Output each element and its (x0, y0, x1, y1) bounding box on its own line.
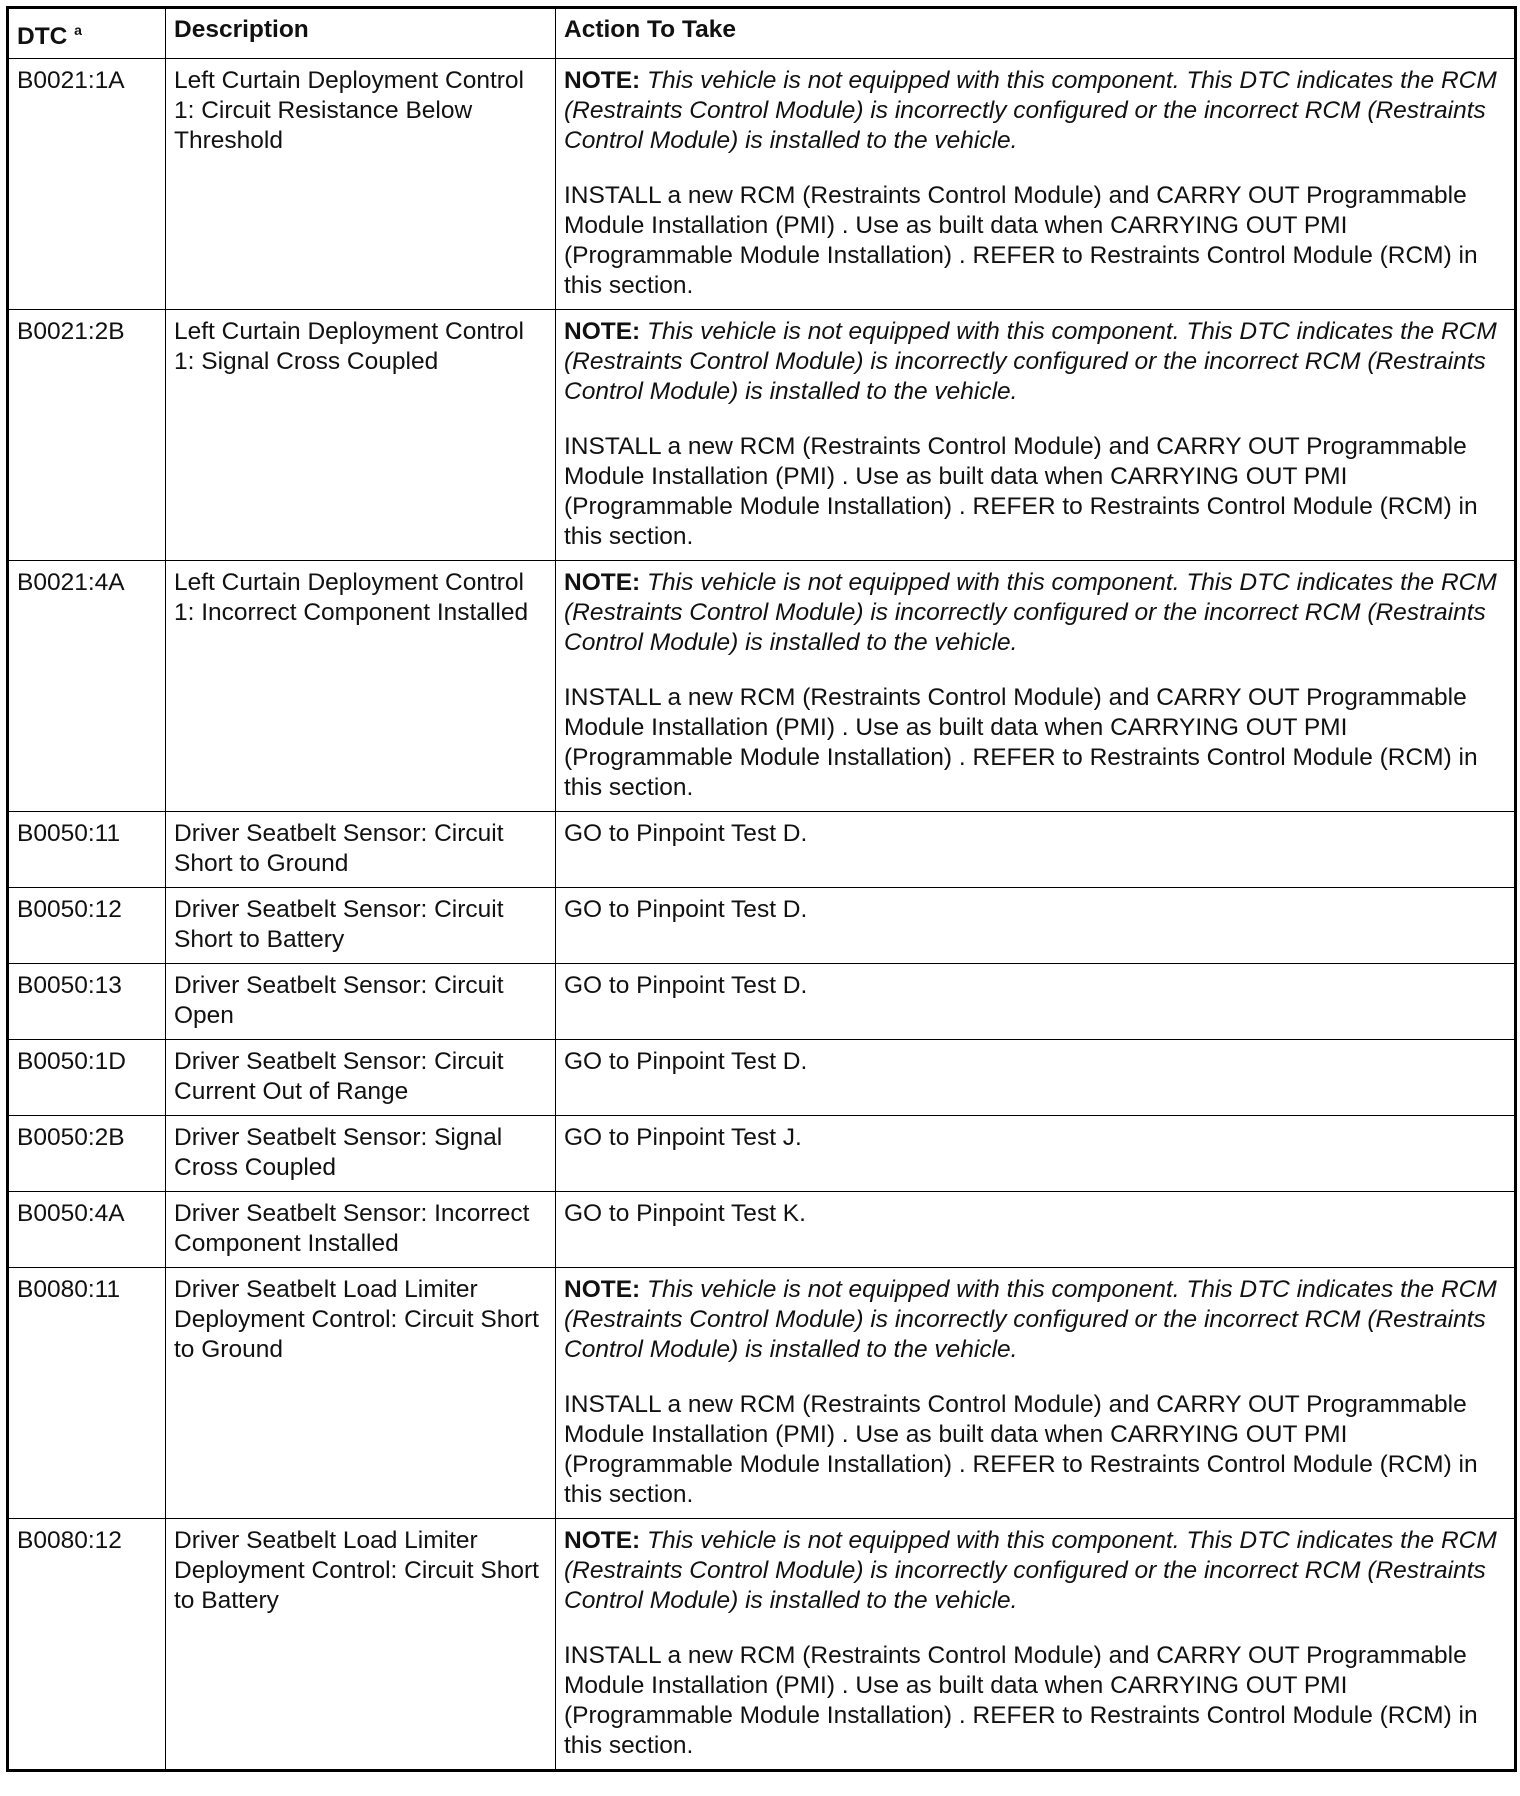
action-cell (556, 1268, 1516, 1519)
note-text: This vehicle is not equipped with this component. This DTC indicates the RCM (Restraints Control Module) is incorrectly configured or the incorrect RCM (Restraints Control Module) is installed to the vehicle. (564, 1527, 1497, 1614)
header-description: Description (166, 8, 556, 59)
action-text: INSTALL a new RCM (Restraints Control Module) and CARRY OUT Programmable Module Installation (PMI) . Use as built data when CARRYING OUT PMI (Programmable Module Installation) . REFER to Restraints Control Module (RCM) in this section. (564, 684, 1478, 801)
note-text: This vehicle is not equipped with this component. This DTC indicates the RCM (Restraints Control Module) is incorrectly configured or the incorrect RCM (Restraints Control Module) is installed to the vehicle. (564, 569, 1497, 656)
note-text: This vehicle is not equipped with this component. This DTC indicates the RCM (Restraints Control Module) is incorrectly configured or the incorrect RCM (Restraints Control Module) is installed to the vehicle. (564, 318, 1497, 405)
dtc-code: B0021:1A (8, 59, 166, 310)
note-paragraph (564, 568, 1507, 658)
action-text: GO to Pinpoint Test D. (556, 964, 1516, 1040)
dtc-code: B0050:1D (8, 1040, 166, 1116)
dtc-description: Left Curtain Deployment Control 1: Signal Cross Coupled (166, 310, 556, 561)
dtc-code: B0050:4A (8, 1192, 166, 1268)
dtc-code: B0021:4A (8, 561, 166, 812)
dtc-description: Left Curtain Deployment Control 1: Circuit Resistance Below Threshold (166, 59, 556, 310)
dtc-code: B0080:11 (8, 1268, 166, 1519)
table-row (8, 888, 1516, 964)
note-paragraph (564, 1275, 1507, 1365)
dtc-description: Driver Seatbelt Sensor: Circuit Short to Battery (166, 888, 556, 964)
table-header-row (8, 8, 1516, 59)
dtc-code: B0050:12 (8, 888, 166, 964)
dtc-description: Driver Seatbelt Load Limiter Deployment Control: Circuit Short to Ground (166, 1268, 556, 1519)
dtc-code: B0021:2B (8, 310, 166, 561)
table-row (8, 1116, 1516, 1192)
action-text: INSTALL a new RCM (Restraints Control Module) and CARRY OUT Programmable Module Installation (PMI) . Use as built data when CARRYING OUT PMI (Programmable Module Installation) . REFER to Restraints Control Module (RCM) in this section. (564, 433, 1478, 550)
note-label: NOTE: (564, 569, 641, 596)
action-text: GO to Pinpoint Test D. (556, 812, 1516, 888)
dtc-code: B0080:12 (8, 1519, 166, 1771)
table-row (8, 310, 1516, 561)
table-row (8, 1192, 1516, 1268)
table-row (8, 964, 1516, 1040)
dtc-table (6, 6, 1517, 1772)
note-label: NOTE: (564, 1276, 641, 1303)
action-text: GO to Pinpoint Test D. (556, 888, 1516, 964)
note-text: This vehicle is not equipped with this component. This DTC indicates the RCM (Restraints Control Module) is incorrectly configured or the incorrect RCM (Restraints Control Module) is installed to the vehicle. (564, 67, 1497, 154)
action-cell (556, 59, 1516, 310)
dtc-description: Driver Seatbelt Sensor: Signal Cross Coupled (166, 1116, 556, 1192)
note-label: NOTE: (564, 318, 641, 345)
action-text: GO to Pinpoint Test J. (556, 1116, 1516, 1192)
action-cell (556, 561, 1516, 812)
table-row (8, 812, 1516, 888)
note-label: NOTE: (564, 1527, 641, 1554)
action-text: INSTALL a new RCM (Restraints Control Module) and CARRY OUT Programmable Module Installation (PMI) . Use as built data when CARRYING OUT PMI (Programmable Module Installation) . REFER to Restraints Control Module (RCM) in this section. (564, 1391, 1478, 1508)
table-row (8, 1268, 1516, 1519)
table-row (8, 1040, 1516, 1116)
header-dtc (8, 8, 166, 59)
action-text: INSTALL a new RCM (Restraints Control Module) and CARRY OUT Programmable Module Installation (PMI) . Use as built data when CARRYING OUT PMI (Programmable Module Installation) . REFER to Restraints Control Module (RCM) in this section. (564, 1642, 1478, 1759)
action-cell (556, 1519, 1516, 1771)
dtc-description: Driver Seatbelt Sensor: Incorrect Component Installed (166, 1192, 556, 1268)
header-action: Action To Take (556, 8, 1516, 59)
dtc-description: Driver Seatbelt Load Limiter Deployment Control: Circuit Short to Battery (166, 1519, 556, 1771)
dtc-code: B0050:2B (8, 1116, 166, 1192)
note-paragraph (564, 317, 1507, 407)
note-text: This vehicle is not equipped with this component. This DTC indicates the RCM (Restraints Control Module) is incorrectly configured or the incorrect RCM (Restraints Control Module) is installed to the vehicle. (564, 1276, 1497, 1363)
note-paragraph (564, 66, 1507, 156)
dtc-description: Driver Seatbelt Sensor: Circuit Open (166, 964, 556, 1040)
table-row (8, 1519, 1516, 1771)
dtc-description: Left Curtain Deployment Control 1: Incorrect Component Installed (166, 561, 556, 812)
table-row (8, 59, 1516, 310)
note-label: NOTE: (564, 67, 641, 94)
action-cell (556, 310, 1516, 561)
action-text: GO to Pinpoint Test K. (556, 1192, 1516, 1268)
action-text: GO to Pinpoint Test D. (556, 1040, 1516, 1116)
note-paragraph (564, 1526, 1507, 1616)
dtc-code: B0050:11 (8, 812, 166, 888)
dtc-description: Driver Seatbelt Sensor: Circuit Short to Ground (166, 812, 556, 888)
header-dtc-footnote-marker: a (74, 22, 82, 38)
table-row (8, 561, 1516, 812)
dtc-description: Driver Seatbelt Sensor: Circuit Current Out of Range (166, 1040, 556, 1116)
dtc-code: B0050:13 (8, 964, 166, 1040)
action-text: INSTALL a new RCM (Restraints Control Module) and CARRY OUT Programmable Module Installation (PMI) . Use as built data when CARRYING OUT PMI (Programmable Module Installation) . REFER to Restraints Control Module (RCM) in this section. (564, 182, 1478, 299)
header-dtc-label: DTC (17, 23, 68, 50)
